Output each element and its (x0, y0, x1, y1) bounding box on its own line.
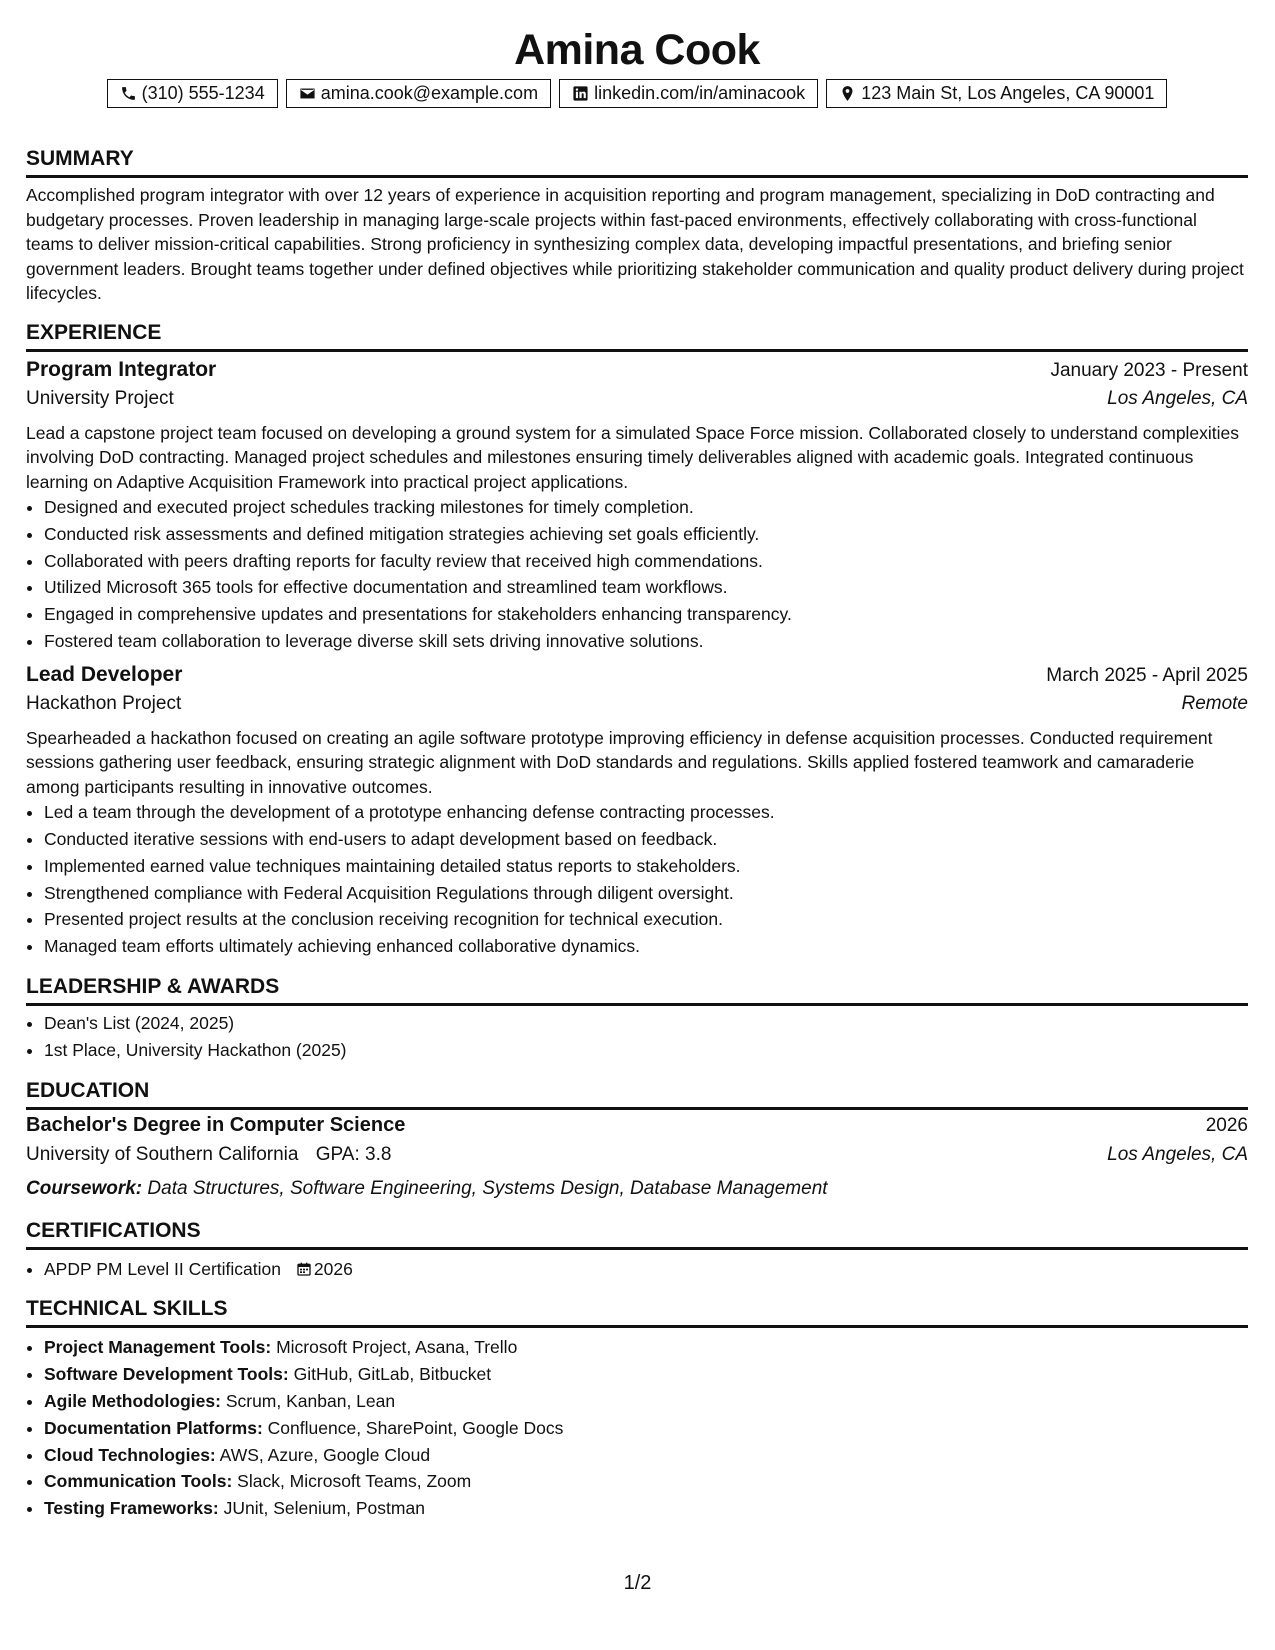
list-item: • 1st Place, University Hackathon (2025) (44, 1037, 1248, 1064)
list-item (44, 1468, 1248, 1495)
education-heading: EDUCATION (26, 1078, 1248, 1110)
certifications-heading: CERTIFICATIONS (26, 1218, 1248, 1250)
list-item (44, 1442, 1248, 1469)
experience-heading: EXPERIENCE (26, 320, 1248, 352)
skill-value: Confluence, SharePoint, Google Docs (267, 1417, 564, 1438)
map-pin-icon (839, 85, 856, 102)
school-name: University of Southern California (26, 1143, 299, 1165)
job-bullets (26, 494, 1248, 655)
skills-section (26, 1296, 1248, 1522)
list-item: • Designed and executed project schedules tracking milestones for timely completion. (44, 494, 1248, 521)
coursework (26, 1174, 1248, 1204)
list-item: • Implemented earned value techniques maintaining detailed status reports to stakeholders. (44, 853, 1248, 880)
job-description: Lead a capstone project team focused on developing a ground system for a simulated Space Force mission. Collaborated closely to understand complexities involving DoD contracting. Managed project schedules and milestones ensuring timely deliverables aligned with academic goals. Integrated continuous learning on Adaptive Acquisition Framework into practical project applications. (26, 422, 1240, 492)
linkedin-text: linkedin.com/in/aminacook (594, 83, 806, 103)
list-item: • Conducted iterative sessions with end-users to adapt development based on feedback. (44, 826, 1248, 853)
list-item: • Collaborated with peers drafting reports for faculty review that received high commendations. (44, 548, 1248, 575)
list-item (44, 1388, 1248, 1415)
leadership-section (26, 974, 1248, 1064)
skills-list (26, 1334, 1248, 1522)
degree-title: Bachelor's Degree in Computer Science (26, 1113, 406, 1136)
skill-value: GitHub, GitLab, Bitbucket (293, 1364, 492, 1385)
linkedin-chip[interactable] (559, 79, 818, 108)
leadership-list (26, 1010, 1248, 1064)
skill-label: Agile Methodologies: (44, 1391, 221, 1412)
list-item: • Conducted risk assessments and defined mitigation strategies achieving set goals efficiently. (44, 521, 1248, 548)
skill-label: Documentation Platforms: (44, 1417, 263, 1438)
list-item (44, 1334, 1248, 1361)
list-item: • Strengthened compliance with Federal Acquisition Regulations through diligent oversight. (44, 880, 1248, 907)
job-bullets (26, 799, 1248, 960)
list-item (44, 1415, 1248, 1442)
phone-text: (310) 555-1234 (141, 83, 265, 103)
job-title: Program Integrator (26, 357, 217, 381)
list-item: • Utilized Microsoft 365 tools for effective documentation and streamlined team workflows. (44, 574, 1248, 601)
skill-label: Testing Frameworks: (44, 1498, 219, 1519)
skill-value: AWS, Azure, Google Cloud (219, 1444, 431, 1465)
list-item: • Led a team through the development of a prototype enhancing defense contracting processes. (44, 799, 1248, 826)
certification-name: APDP PM Level II Certification (44, 1258, 281, 1279)
coursework-label: Coursework: (26, 1177, 143, 1199)
page-number: 1/2 (623, 1572, 652, 1594)
skill-label: Project Management Tools: (44, 1337, 272, 1358)
leadership-heading: LEADERSHIP & AWARDS (26, 974, 1248, 1006)
certification-year: 2026 (313, 1258, 353, 1279)
email-chip[interactable] (286, 79, 551, 108)
job-location: Los Angeles, CA (1107, 387, 1248, 409)
envelope-icon (299, 85, 316, 102)
skill-label: Cloud Technologies: (44, 1444, 216, 1465)
job-organization: University Project (26, 387, 174, 409)
phone-icon (120, 85, 137, 102)
job-description: Spearheaded a hackathon focused on creating an agile software prototype improving efficiency in defense acquisition processes. Conducted requirement sessions gathering user feedback, ensuring strategic alignment with DoD standards and regulations. Skills applied fostered teamwork and camaraderie among participants resulting in innovative outcomes. (26, 727, 1213, 797)
skills-heading: TECHNICAL SKILLS (26, 1296, 1248, 1328)
skill-value: Slack, Microsoft Teams, Zoom (237, 1471, 472, 1492)
phone-chip[interactable] (107, 79, 278, 108)
list-item: • Presented project results at the conclusion receiving recognition for technical execution. (44, 906, 1248, 933)
certifications-section (26, 1218, 1248, 1283)
list-item (44, 1361, 1248, 1388)
summary-text: Accomplished program integrator with over 12 years of experience in acquisition reporting and program management, specializing in DoD contracting and budgetary processes. Proven leadership in managing large-scale projects within fast-paced environments, effectively collaborating with cross-functional teams to deliver mission-critical capabilities. Strong proficiency in synthesizing complex data, developing impactful presentations, and briefing senior government leaders. Brought teams together under defined objectives while prioritizing stakeholder communication and quality product delivery during project lifecycles. (26, 185, 1244, 303)
skill-value: Scrum, Kanban, Lean (225, 1391, 396, 1412)
school-location: Los Angeles, CA (1107, 1143, 1248, 1165)
list-item (44, 1495, 1248, 1522)
summary-heading: SUMMARY (26, 146, 1248, 178)
linkedin-icon (572, 85, 589, 102)
contact-bar (26, 79, 1248, 108)
email-text: amina.cook@example.com (320, 83, 539, 103)
address-chip (826, 79, 1167, 108)
list-item: • Managed team efforts ultimately achieving enhanced collaborative dynamics. (44, 933, 1248, 960)
job-dates: March 2025 - April 2025 (1046, 664, 1248, 686)
job-entry (26, 663, 1248, 960)
skill-value: JUnit, Selenium, Postman (223, 1498, 425, 1519)
resume-page (26, 0, 1248, 1522)
list-item: • Engaged in comprehensive updates and presentations for stakeholders enhancing transparency. (44, 601, 1248, 628)
graduation-year: 2026 (1205, 1114, 1248, 1136)
address-text: 123 Main St, Los Angeles, CA 90001 (861, 83, 1155, 103)
list-item: • Fostered team collaboration to leverage diverse skill sets driving innovative solutions. (44, 628, 1248, 655)
list-item: • Dean's List (2024, 2025) (44, 1010, 1248, 1037)
candidate-name: Amina Cook (514, 26, 760, 74)
coursework-text: Data Structures, Software Engineering, Systems Design, Database Management (147, 1177, 828, 1199)
skill-value: Microsoft Project, Asana, Trello (276, 1337, 518, 1358)
skill-label: Communication Tools: (44, 1471, 233, 1492)
job-dates: January 2023 - Present (1050, 359, 1248, 381)
education-section (26, 1078, 1248, 1204)
job-organization: Hackathon Project (26, 692, 182, 714)
job-title: Lead Developer (26, 662, 183, 686)
job-location: Remote (1181, 692, 1248, 714)
experience-section (26, 320, 1248, 961)
summary-section (26, 146, 1248, 306)
certifications-list (26, 1256, 1248, 1283)
job-entry (26, 358, 1248, 655)
gpa: GPA: 3.8 (315, 1143, 392, 1165)
skill-label: Software Development Tools: (44, 1364, 289, 1385)
list-item (44, 1256, 1248, 1283)
calendar-icon (296, 1261, 312, 1277)
